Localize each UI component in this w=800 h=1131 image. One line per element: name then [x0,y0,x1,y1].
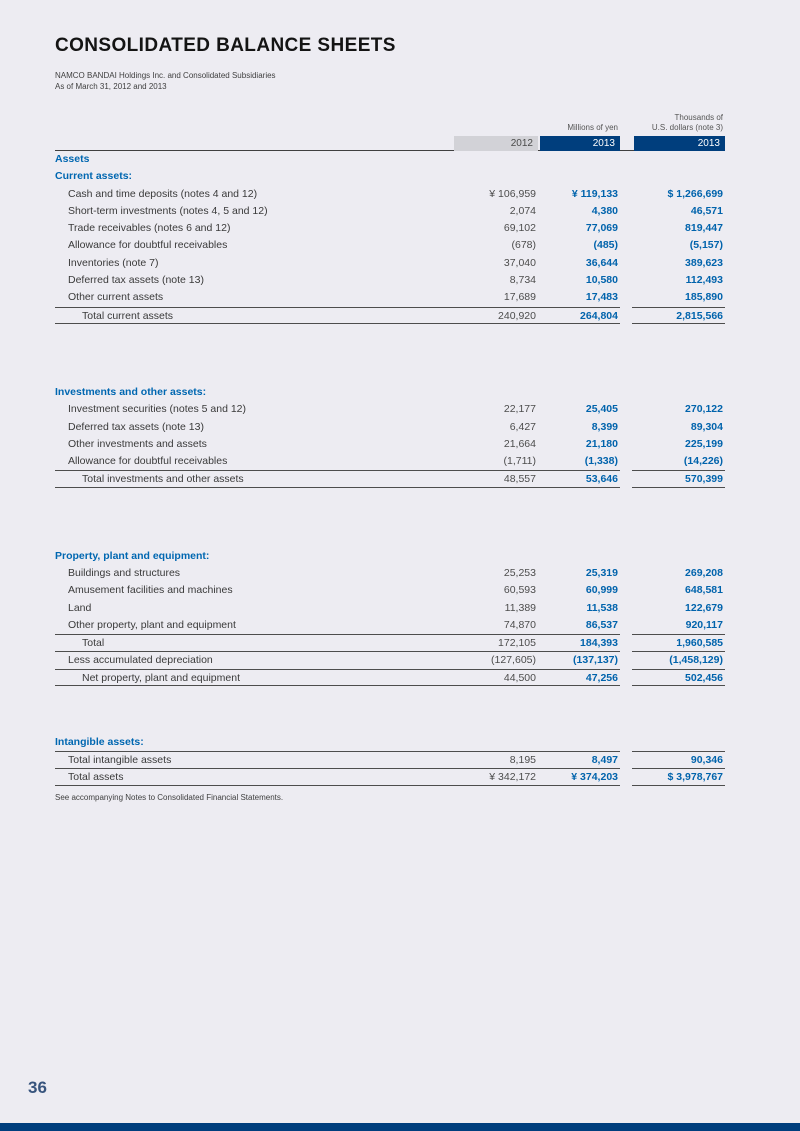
column-gap [620,548,632,565]
table-row [55,237,725,254]
empty-cell [632,168,725,185]
value-2013-yen: (1,338) [584,455,618,468]
table-row [55,220,725,237]
table-row [55,617,725,634]
row-label: Short-term investments (notes 4, 5 and 12) [68,204,268,217]
column-gap [620,769,632,786]
row-label: Total intangible assets [55,751,454,768]
row-label: Cash and time deposits (notes 4 and 12) [68,187,258,200]
table-row [55,769,725,786]
row-label: Other current assets [68,291,164,304]
column-gap [620,151,632,168]
value-2013-yen: 264,804 [538,307,620,324]
row-label: Buildings and structures [68,567,181,580]
column-gap [620,289,632,306]
row-label: Total [55,634,454,651]
column-gap [620,186,632,203]
column-header-2012: 2012 [454,136,538,151]
date-line: As of March 31, 2012 and 2013 [55,82,167,91]
value-2013-yen: 53,646 [538,470,620,487]
value-2013-usd: (5,157) [689,239,723,252]
empty-cell [454,151,538,168]
column-gap [620,652,632,669]
section-heading-row [55,734,725,751]
column-gap [620,384,632,401]
empty-cell [632,384,725,401]
row-label: Inventories (note 7) [68,256,159,269]
column-gap [620,203,632,220]
value-2013-usd: 389,623 [685,256,723,269]
column-gap [620,168,632,185]
value-2012: 60,593 [503,584,536,597]
column-gap [620,401,632,418]
value-2013-yen: ¥ 119,133 [571,187,618,200]
column-gap [620,470,632,487]
unit-usd-line2: U.S. dollars (note 3) [651,123,723,132]
column-gap [620,582,632,599]
empty-cell [632,548,725,565]
section-heading: Assets [55,153,90,165]
value-2013-usd: 270,122 [685,403,723,416]
value-2012: (127,605) [491,653,536,666]
column-gap [620,617,632,634]
empty-cell [454,168,538,185]
value-2012: 8,195 [454,751,538,768]
column-header-row [55,136,725,151]
page-title: CONSOLIDATED BALANCE SHEETS [55,35,396,56]
column-gap [620,220,632,237]
row-label: Total assets [55,769,454,786]
row-label: Amusement facilities and machines [68,584,233,597]
table-row [55,289,725,306]
row-label: Trade receivables (notes 6 and 12) [68,222,231,235]
value-2013-yen: 25,319 [585,567,618,580]
value-2013-usd: 185,890 [685,291,723,304]
table-row [55,203,725,220]
value-2013-yen: 77,069 [585,222,618,235]
value-2012: 37,040 [503,256,536,269]
section-heading-row [55,384,725,401]
table-row [55,669,725,686]
empty-cell [538,151,620,168]
table-row [55,272,725,289]
value-2013-yen: 47,256 [538,669,620,686]
value-2013-yen: 184,393 [538,634,620,651]
value-2013-yen: 8,497 [538,751,620,768]
table-row [55,652,725,669]
value-2013-usd: 122,679 [685,601,723,614]
empty-cell [454,384,538,401]
balance-sheet-table [55,151,725,786]
section-heading-row [55,151,725,168]
row-label: Net property, plant and equipment [55,669,454,686]
table-row [55,565,725,582]
table-row [55,401,725,418]
value-2013-yen: 10,580 [585,274,618,287]
row-label: Total investments and other assets [55,470,454,487]
value-2013-usd: 920,117 [685,618,723,631]
empty-cell [454,548,538,565]
value-2013-usd: 2,815,566 [632,307,725,324]
empty-cell [538,168,620,185]
value-2013-yen: (137,137) [573,653,618,666]
section-heading: Investments and other assets: [55,385,207,398]
section-heading-row [55,168,725,185]
value-2012: 240,920 [454,307,538,324]
table-row [55,419,725,436]
value-2012: 25,253 [503,567,536,580]
value-2013-yen: 36,644 [585,256,618,269]
value-2013-usd: 225,199 [685,437,723,450]
table-section [55,151,725,168]
value-2013-usd: 112,493 [685,274,723,287]
column-gap [620,272,632,289]
row-label: Less accumulated depreciation [68,653,213,666]
table-row [55,255,725,272]
value-2012: 11,389 [504,601,536,614]
row-label: Allowance for doubtful receivables [68,455,228,468]
company-line: NAMCO BANDAI Holdings Inc. and Consolidated Subsidiaries [55,71,276,80]
value-2012: 44,500 [454,669,538,686]
value-2012: 8,734 [509,274,536,287]
value-2013-usd: 819,447 [685,222,723,235]
header-spacer [55,136,454,151]
section-heading: Property, plant and equipment: [55,549,210,562]
table-row [55,582,725,599]
section-heading: Intangible assets: [55,736,144,749]
row-label: Total current assets [55,307,454,324]
empty-cell [538,384,620,401]
value-2012: 172,105 [454,634,538,651]
column-gap [620,453,632,470]
value-2012: 21,664 [503,437,536,450]
table-row [55,436,725,453]
unit-millions-of-yen: Millions of yen [567,123,618,132]
value-2013-yen: 60,999 [585,584,618,597]
value-2013-usd: 570,399 [632,470,725,487]
column-header-2013-yen: 2013 [540,136,620,151]
value-2012: 69,102 [503,222,536,235]
value-2013-usd: (14,226) [683,455,723,468]
row-label: Deferred tax assets (note 13) [68,274,204,287]
value-2013-yen: 4,380 [591,204,618,217]
row-label: Allowance for doubtful receivables [68,239,228,252]
value-2012: 74,870 [503,618,536,631]
value-2012: 48,557 [454,470,538,487]
table-row [55,470,725,487]
value-2013-usd: 269,208 [685,567,723,580]
column-gap [620,255,632,272]
column-gap [620,136,632,151]
unit-thousands-of-usd [632,113,725,133]
unit-labels-row [55,113,725,133]
row-label: Other property, plant and equipment [68,618,236,631]
value-2013-yen: 86,537 [585,618,618,631]
value-2013-yen: 25,405 [585,403,618,416]
value-2012: 17,689 [503,291,536,304]
empty-cell [454,734,538,751]
unit-usd-line1: Thousands of [674,113,723,122]
table-section [55,548,725,686]
value-2012: 2,074 [509,204,536,217]
table-section [55,384,725,488]
value-2013-usd: 46,571 [690,204,723,217]
column-header-2013-usd: 2013 [634,136,725,151]
value-2012: ¥ 342,172 [454,769,538,786]
value-2012: ¥ 106,959 [489,187,536,200]
value-2013-yen: 21,180 [585,437,618,450]
value-2013-yen: 17,483 [585,291,618,304]
column-gap [620,237,632,254]
empty-cell [632,151,725,168]
value-2012: 6,427 [509,420,536,433]
value-2013-yen: (485) [593,239,618,252]
value-2012: (678) [511,239,536,252]
row-label: Other investments and assets [68,437,207,450]
section-heading: Current assets: [55,170,133,183]
empty-cell [538,734,620,751]
accompanying-notes-line: See accompanying Notes to Consolidated Financial Statements. [55,793,284,803]
column-gap [620,634,632,651]
row-label: Deferred tax assets (note 13) [68,420,204,433]
value-2013-yen: 11,538 [586,601,618,614]
row-label: Investment securities (notes 5 and 12) [68,403,247,416]
column-gap [620,734,632,751]
table-row [55,600,725,617]
empty-cell [632,734,725,751]
column-gap [620,600,632,617]
empty-cell [538,548,620,565]
value-2013-yen: ¥ 374,203 [538,769,620,786]
column-gap [620,669,632,686]
column-gap [620,307,632,324]
table-section [55,734,725,786]
value-2013-yen: 8,399 [591,420,618,433]
value-2013-usd: 648,581 [685,584,723,597]
value-2013-usd: 1,960,585 [632,634,725,651]
table-row [55,634,725,651]
column-gap [620,751,632,768]
value-2013-usd: 90,346 [632,751,725,768]
value-2013-usd: 89,304 [690,420,723,433]
table-section [55,168,725,324]
column-gap [620,565,632,582]
value-2012: (1,711) [503,455,536,468]
table-row [55,307,725,324]
value-2013-usd: 502,456 [632,669,725,686]
value-2013-usd: $ 1,266,699 [667,187,723,200]
value-2013-usd: $ 3,978,767 [632,769,725,786]
column-gap [620,436,632,453]
table-row [55,453,725,470]
value-2013-usd: (1,458,129) [669,653,723,666]
section-heading-row [55,548,725,565]
footer-bar [0,1123,800,1131]
page-content [55,0,725,802]
page-number: 36 [28,1078,47,1097]
value-2012: 22,177 [503,403,536,416]
table-row [55,751,725,768]
column-gap [620,419,632,436]
row-label: Land [68,601,92,614]
table-row [55,186,725,203]
